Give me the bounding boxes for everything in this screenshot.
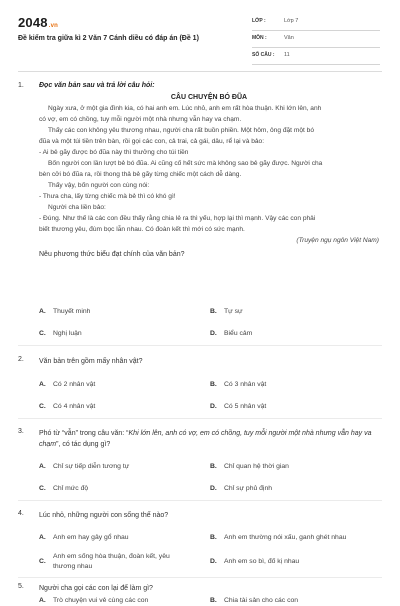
question-number: 4.	[18, 510, 24, 517]
passage-line: bèn cởi bó đũa ra, rồi thong thả bẻ gãy từng chiếc một cách dễ dàng.	[39, 171, 242, 178]
option-letter: D.	[210, 403, 217, 410]
option-c[interactable]	[39, 552, 199, 574]
question-divider	[18, 500, 382, 501]
passage-line: Thấy vậy, bốn người con cùng nói:	[48, 182, 150, 189]
question-number: 1.	[18, 82, 24, 89]
passage-line: đũa và một túi tiền trên bàn, rồi gọi các con, cả trai, cả gái, dâu, rể lại và bảo:	[39, 138, 265, 145]
option-letter: B.	[210, 597, 217, 604]
question-text-part: Phó từ “vẫn” trong câu văn: “	[39, 430, 129, 437]
option-text: Chỉ quan hệ thời gian	[224, 463, 289, 470]
meta-value: Lớp 7	[284, 18, 299, 24]
question-text: Người cha gọi các con lại để làm gì?	[39, 585, 153, 592]
question-4	[18, 510, 382, 522]
reading-passage	[39, 82, 379, 260]
option-text: Biểu cảm	[224, 330, 253, 337]
question-divider	[18, 577, 382, 578]
question-text-part: ”, có tác dụng gì?	[56, 441, 111, 448]
question-text: Nêu phương thức biểu đạt chính của văn bản?	[39, 251, 185, 258]
meta-label: MÔN :	[252, 35, 267, 41]
option-letter: C.	[39, 330, 46, 337]
option-letter: A.	[39, 381, 46, 388]
option-letter: C.	[39, 403, 46, 410]
question-3	[18, 428, 382, 452]
page-header	[0, 0, 400, 72]
option-text: Anh em hay gây gổ nhau	[53, 534, 129, 541]
question-number: 3.	[18, 428, 24, 435]
option-letter: B.	[210, 463, 217, 470]
meta-label: LỚP :	[252, 18, 266, 24]
passage-line: - Thưa cha, lấy từng chiếc mà bẻ thì có khó gì!	[39, 193, 176, 200]
option-letter: D.	[210, 485, 217, 492]
passage-title: CÂU CHUYỆN BÓ ĐŨA	[170, 94, 248, 101]
question-divider	[18, 345, 382, 346]
passage-instruction: Đọc văn bản sau và trả lời câu hỏi:	[39, 82, 155, 89]
option-letter: A.	[39, 534, 46, 541]
option-letter: D.	[210, 558, 217, 565]
option-text: Chỉ sự tiếp diễn tương tự	[53, 463, 130, 470]
passage-line: Bốn người con lần lượt bẻ bó đũa. Ai cũng cố hết sức mà không sao bẻ gãy được. Người cha	[48, 160, 323, 167]
meta-row-class	[252, 14, 380, 31]
option-letter: B.	[210, 308, 217, 315]
question-quote: Khi lớn lên, anh có vợ, em có chồng, tuy mỗi người một nhà nhưng vẫn hay va chạm	[39, 430, 372, 448]
passage-line: - Đúng. Như thế là các con đều thấy rằng chia lẻ ra thì yếu, hợp lại thì mạnh. Vậy các con phải	[39, 215, 316, 222]
option-letter: A.	[39, 597, 46, 604]
option-text: Có 3 nhân vật	[224, 381, 267, 388]
option-text: Trò chuyện vui vẻ cùng các con	[53, 597, 149, 604]
option-letter: B.	[210, 534, 217, 541]
option-text: Chỉ mức độ	[53, 485, 89, 492]
passage-line: Ngày xưa, ở một gia đình kia, có hai anh em. Lúc nhỏ, anh em rất hòa thuận. Khi lớn lên, anh	[48, 105, 322, 112]
option-letter: C.	[39, 558, 46, 565]
site-logo[interactable]	[18, 15, 58, 30]
option-text: Anh em so bì, đố kị nhau	[224, 558, 300, 565]
exam-meta	[252, 14, 380, 65]
option-text: Chia tài sản cho các con	[224, 597, 299, 604]
header-divider	[18, 71, 382, 72]
question-number: 2.	[18, 356, 24, 363]
meta-label: SỐ CÂU :	[252, 52, 275, 58]
option-letter: A.	[39, 463, 46, 470]
question-2	[18, 356, 382, 368]
passage-line: - Ai bẻ gãy được bó đũa này thì thưởng cho túi tiền	[39, 149, 189, 156]
passage-line: biết thương yêu, đùm bọc lẫn nhau. Có đoàn kết thì mới có sức mạnh.	[39, 226, 245, 233]
option-text: Anh em thường nói xấu, ganh ghét nhau	[224, 534, 347, 541]
meta-value: Văn	[284, 35, 294, 41]
passage-body	[39, 103, 379, 235]
question-number: 5.	[18, 583, 24, 590]
option-text: Nghị luận	[53, 330, 82, 337]
passage-source: (Truyện ngụ ngôn Việt Nam)	[296, 237, 379, 244]
option-text: Chỉ sự phủ định	[224, 485, 273, 492]
logo-text: 2048	[18, 15, 48, 30]
passage-line: có vợ, em có chồng, tuy mỗi người một nhà nhưng vẫn hay va chạm.	[39, 116, 242, 123]
option-letter: B.	[210, 381, 217, 388]
question-divider	[18, 418, 382, 419]
passage-line: Người cha liền bảo:	[48, 204, 106, 211]
option-letter: D.	[210, 330, 217, 337]
option-text: Anh em sống hòa thuận, đoàn kết, yêu thương nhau	[53, 553, 170, 570]
meta-row-subject	[252, 31, 380, 48]
page-title: Đề kiểm tra giữa kì 2 Văn 7 Cánh diều có đáp án (Đề 1)	[18, 35, 199, 42]
question-text: Văn bản trên gồm mấy nhân vật?	[39, 358, 143, 365]
option-text: Có 5 nhân vật	[224, 403, 267, 410]
option-text: Có 2 nhân vật	[53, 381, 96, 388]
meta-row-count	[252, 48, 380, 65]
option-text: Thuyết minh	[53, 308, 91, 315]
option-letter: C.	[39, 485, 46, 492]
option-text: Có 4 nhân vật	[53, 403, 96, 410]
meta-value: 11	[284, 52, 290, 58]
question-5	[18, 583, 382, 595]
question-text: Lúc nhỏ, những người con sống thế nào?	[39, 512, 169, 519]
option-letter: A.	[39, 308, 46, 315]
question-text	[39, 428, 379, 450]
option-text: Tự sự	[224, 308, 243, 315]
logo-suffix: .vn	[48, 23, 59, 29]
passage-line: Thấy các con không yêu thương nhau, người cha rất buồn phiền. Một hôm, ông đặt một bó	[48, 127, 315, 134]
